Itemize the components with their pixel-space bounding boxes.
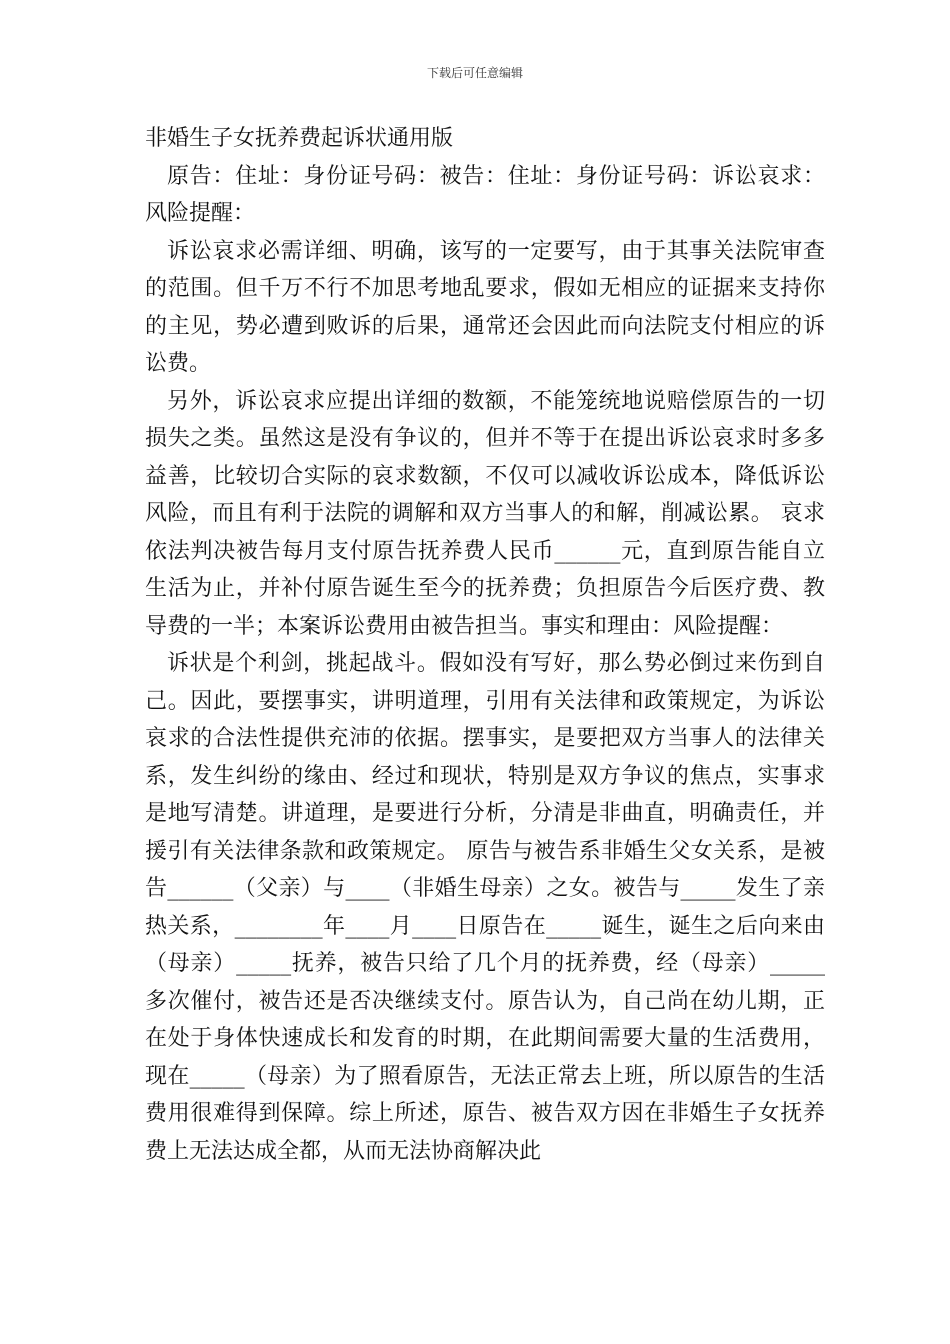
paragraph-parties: 原告：住址：身份证号码：被告：住址：身份证号码：诉讼哀求：风险提醒： [145,163,825,226]
document-body [145,120,825,1170]
page-header-note: 下载后可任意编辑 [426,66,523,80]
paragraph-claims-guidance: 诉讼哀求必需详细、明确，该写的一定要写，由于其事关法院审查的范围。但千万不行不加思考地乱要求，假如无相应的证据来支持你的主见，势必遭到败诉的后果，通常还会因此而向法院支付相应的诉讼费。 [145,238,825,376]
paragraph-claims-amount: 另外，诉讼哀求应提出详细的数额，不能笼统地说赔偿原告的一切损失之类。虽然这是没有争议的，但并不等于在提出诉讼哀求时多多益善，比较切合实际的哀求数额，不仅可以减收诉讼成本，降低诉讼风险，而且有利于法院的调解和双方当事人的和解，削减讼累。 哀求依法判决被告每月支付原告抚养费人民币______元，直到原告能自立生活为止，并补付原告诞生至今的抚养费；负担原告今后医疗费、教导费的一半；本案诉讼费用由被告担当。事实和理由：风险提醒： [145,388,825,639]
document-title: 非婚生子女抚养费起诉状通用版 [145,126,454,151]
paragraph-facts-reasons: 诉状是个利剑，挑起战斗。假如没有写好，那么势必倒过来伤到自己。因此，要摆事实，讲明道理，引用有关法律和政策规定，为诉讼哀求的合法性提供充沛的依据。摆事实，是要把双方当事人的法律关系，发生纠纷的缘由、经过和现状，特别是双方争议的焦点，实事求是地写清楚。讲道理，是要进行分析，分清是非曲直，明确责任，并援引有关法律条款和政策规定。 原告与被告系非婚生父女关系，是被告______（父亲）与____（非婚生母亲）之女。被告与_____发生了亲热关系，________年____月____日原告在_____诞生，诞生之后向来由（母亲）_____抚养，被告只给了几个月的抚养费，经（母亲）_____多次催付，被告还是否决继续支付。原告认为，自己尚在幼儿期，正在处于身体快速成长和发育的时期，在此期间需要大量的生活费用，现在_____（母亲）为了照看原告，无法正常去上班，所以原告的生活费用很难得到保障。综上所述，原告、被告双方因在非婚生子女抚养费上无法达成全都，从而无法协商解决此 [145,651,825,1164]
